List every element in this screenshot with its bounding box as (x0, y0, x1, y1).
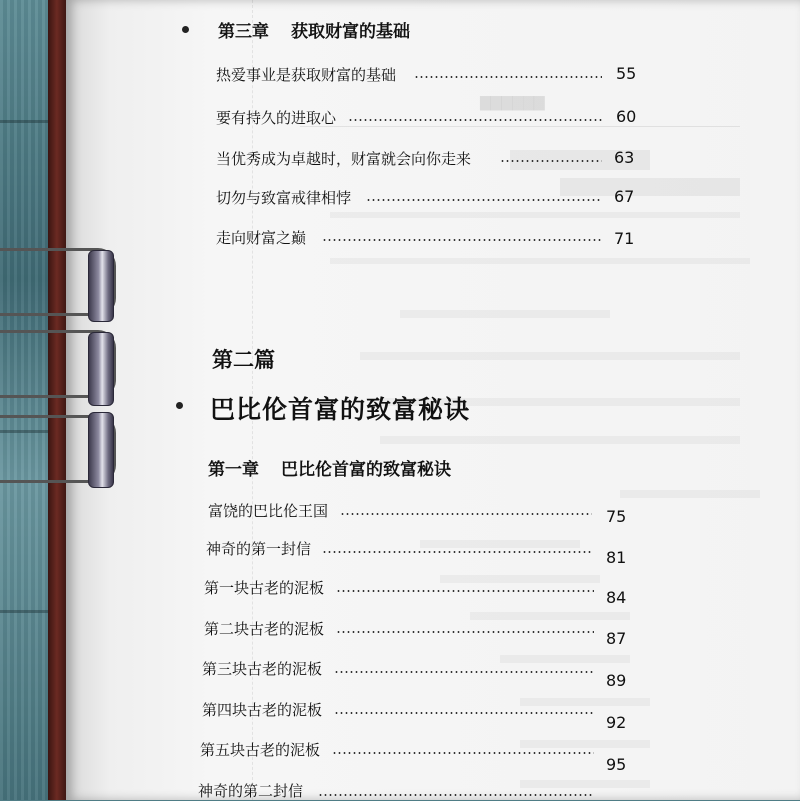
part-bullet (176, 402, 183, 409)
toc-entry-page: 84 (606, 588, 627, 607)
chapter-bullet (182, 26, 189, 33)
leader-dots (332, 752, 594, 754)
leader-dots (500, 160, 602, 162)
toc-entry-label: 当优秀成为卓越时，财富就会向你走来 (216, 150, 472, 168)
toc-entry-page: 81 (606, 548, 627, 567)
toc-entry-label: 第一块古老的泥板 (204, 579, 325, 597)
toc-entry-label: 第三块古老的泥板 (202, 660, 323, 678)
toc-entry-page: 92 (606, 713, 627, 732)
clip-hinge (88, 250, 114, 322)
toc-entry-page: 87 (606, 629, 627, 648)
toc-entry-label: 神奇的第二封信 (198, 782, 304, 800)
leader-dots (336, 590, 594, 592)
leader-dots (318, 794, 594, 796)
toc-entry-label: 富饶的巴比伦王国 (208, 502, 329, 520)
leader-dots (322, 239, 602, 241)
chapter-title: 获取财富的基础 (291, 22, 410, 42)
clip-hinge (88, 412, 114, 488)
toc-entry-page: 75 (606, 507, 627, 526)
toc-entry-label: 要有持久的进取心 (216, 109, 337, 127)
leader-dots (348, 119, 602, 121)
toc-entry-page: 63 (614, 148, 635, 167)
toc-entry-page: 67 (614, 187, 635, 206)
toc-entry-label: 第五块古老的泥板 (200, 741, 321, 759)
chapter-3-heading (218, 17, 410, 42)
leader-dots (336, 631, 594, 633)
leader-dots (414, 76, 602, 78)
clip-hinge (88, 332, 114, 406)
toc-entry-page: 60 (616, 107, 637, 126)
leader-dots (334, 671, 594, 673)
chapter-number: 第一章 (208, 460, 259, 480)
chapter-title: 巴比伦首富的致富秘诀 (281, 460, 451, 480)
toc-entry-page: 71 (614, 229, 635, 248)
toc-entry-label: 切勿与致富戒律相悖 (216, 189, 352, 207)
leader-dots (334, 712, 594, 714)
toc-entry-label: 神奇的第一封信 (206, 540, 312, 558)
toc-entry-page: 55 (616, 64, 637, 83)
toc-entry-label: 第四块古老的泥板 (202, 701, 323, 719)
part-title: 巴比伦首富的致富秘诀 (210, 395, 471, 424)
toc-entry-page: 95 (606, 755, 627, 774)
toc-entry-page: 89 (606, 671, 627, 690)
leader-dots (340, 513, 592, 515)
chapter-1-heading (208, 455, 451, 480)
toc-entry-label: 走向财富之巅 (216, 229, 307, 247)
part-label: 第二篇 (212, 348, 275, 372)
leader-dots (322, 551, 592, 553)
toc-entry-label: 热爱事业是获取财富的基础 (216, 66, 397, 84)
chapter-number: 第三章 (218, 22, 269, 42)
toc-entry-label: 第二块古老的泥板 (204, 620, 325, 638)
leader-dots (366, 199, 602, 201)
